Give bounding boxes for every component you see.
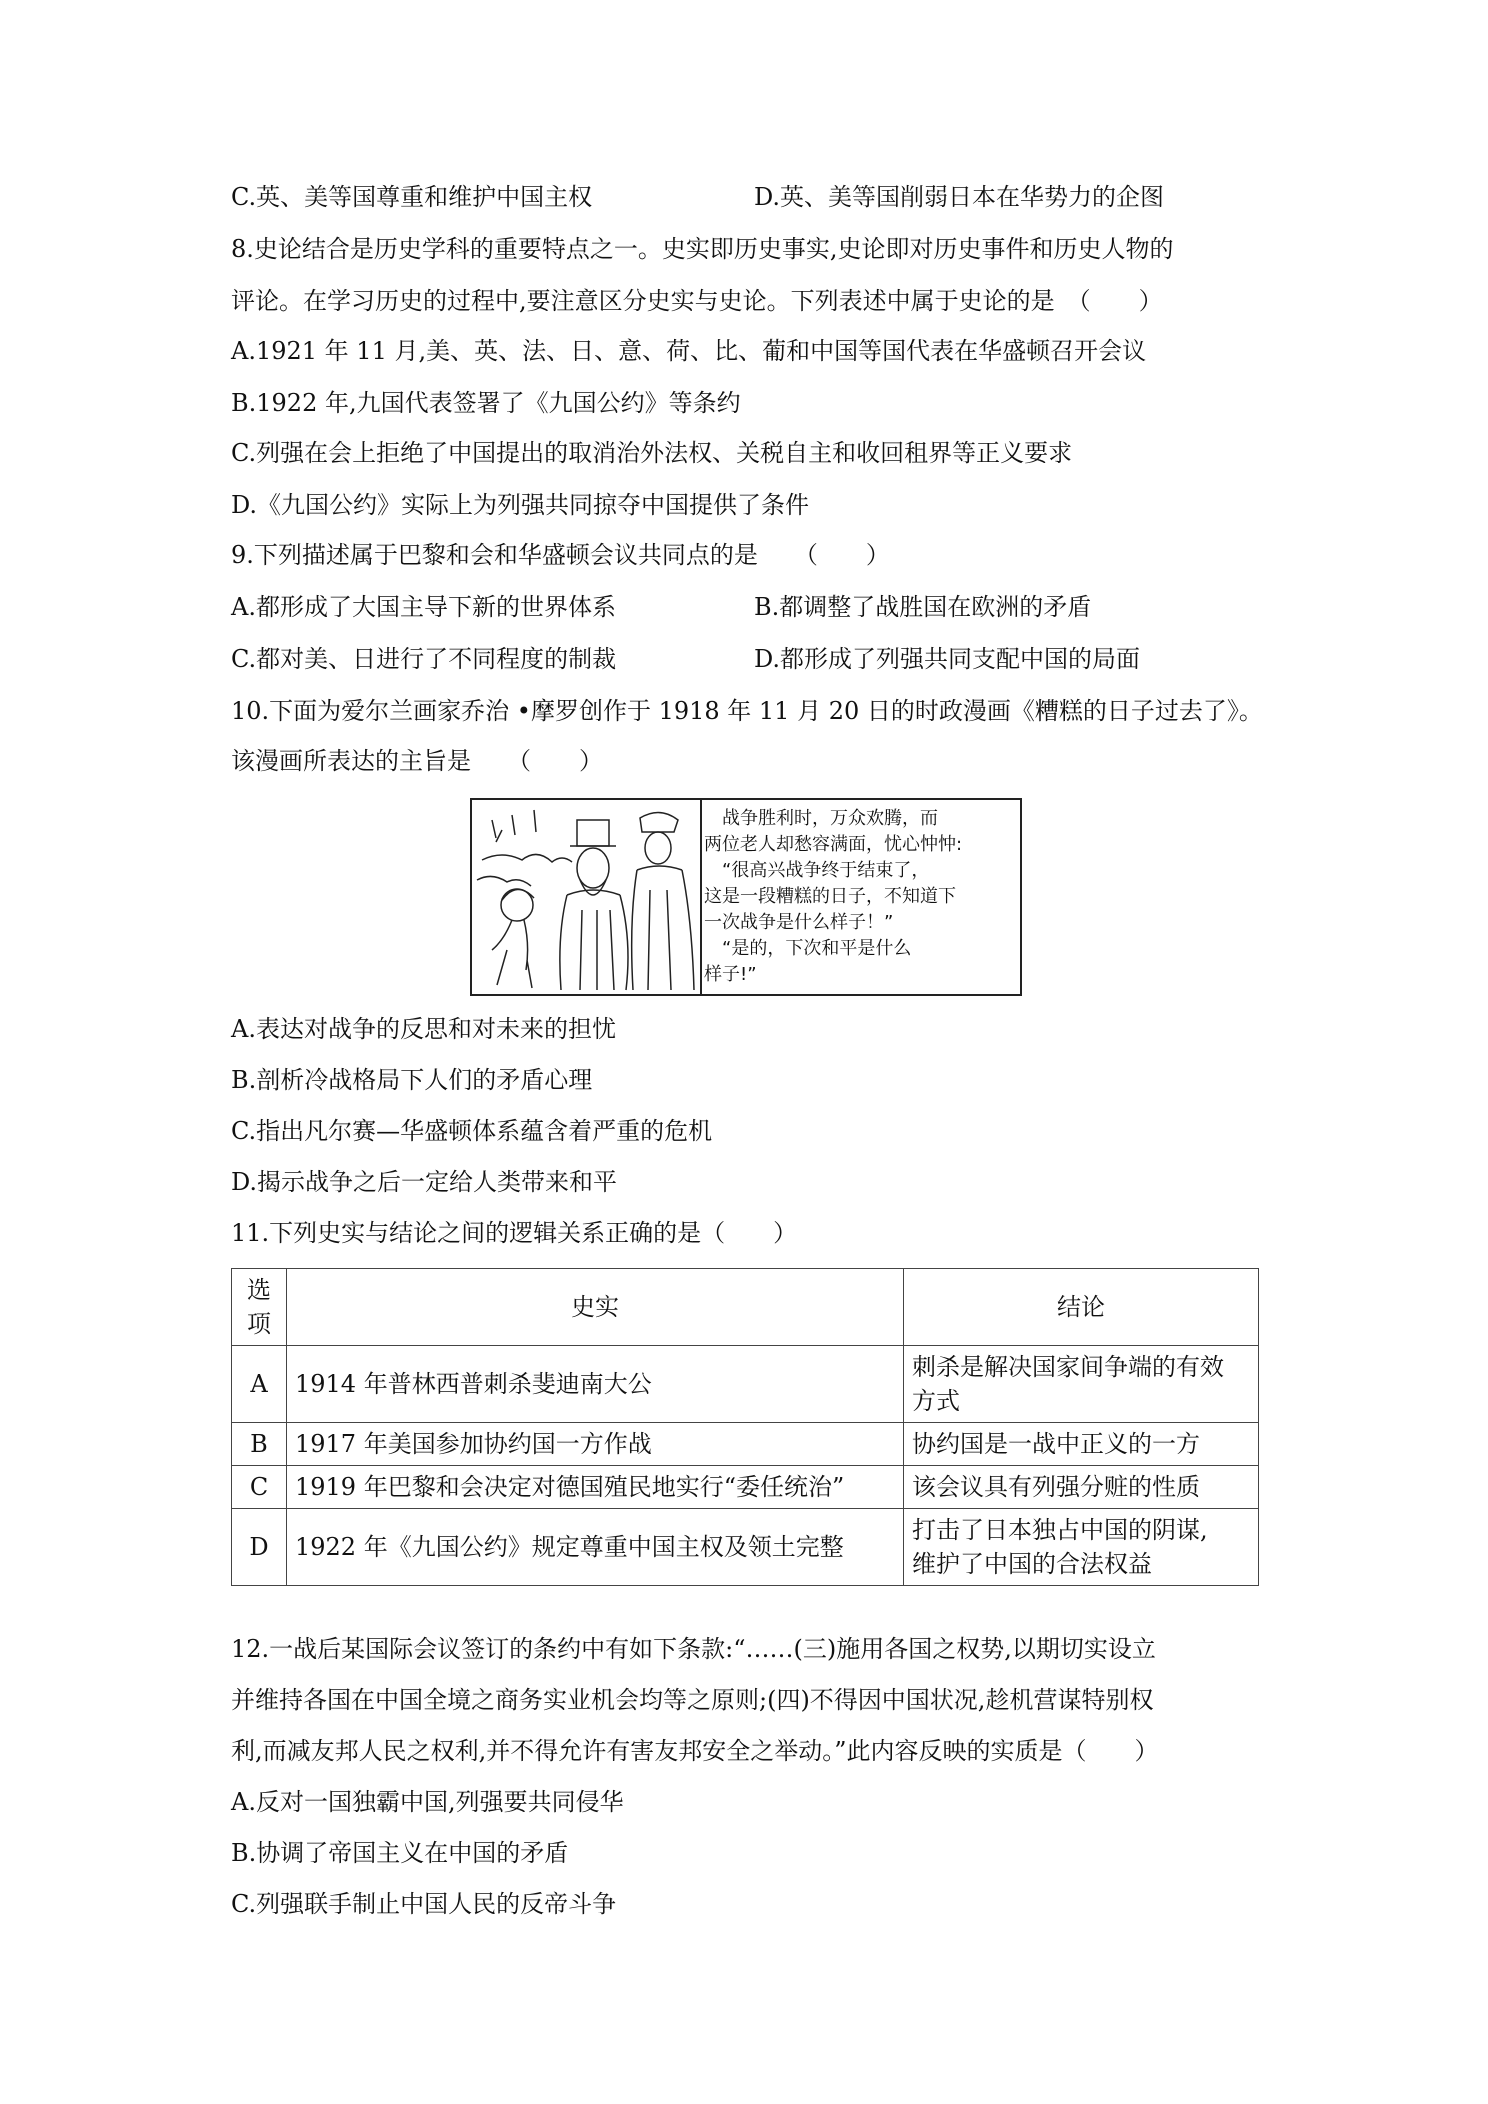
q9-option-a: A.都形成了大国主导下新的世界体系 xyxy=(231,593,616,621)
q9-options-ab xyxy=(231,590,1259,624)
conclusion-line: 方式 xyxy=(912,1387,960,1415)
table-cell-fact: 1917 年美国参加协约国一方作战 xyxy=(287,1423,904,1466)
q10-option-c: C.指出凡尔赛—华盛顿体系蕴含着严重的危机 xyxy=(231,1117,713,1145)
conclusion-line: 该会议具有列强分赃的性质 xyxy=(912,1473,1200,1501)
conclusion-line: 维护了中国的合法权益 xyxy=(912,1550,1152,1578)
q12-option-b: B.协调了帝国主义在中国的矛盾 xyxy=(231,1839,569,1867)
table-cell-option: B xyxy=(232,1423,287,1466)
table-cell-option: C xyxy=(232,1466,287,1509)
table-cell-conclusion xyxy=(904,1466,1259,1509)
q12-option-a: A.反对一国独霸中国,列强要共同侵华 xyxy=(231,1788,624,1816)
cartoon-illustration xyxy=(472,800,702,994)
q9-stem: 9.下列描述属于巴黎和会和华盛顿会议共同点的是 （ ） xyxy=(231,541,890,569)
q7-option-c: C.英、美等国尊重和维护中国主权 xyxy=(231,183,593,211)
table-row xyxy=(232,1423,1259,1466)
q9-options-cd xyxy=(231,642,1259,676)
table-header-row xyxy=(232,1269,1259,1346)
q8-option-c: C.列强在会上拒绝了中国提出的取消治外法权、关税自主和收回租界等正义要求 xyxy=(231,439,1073,467)
q12-stem-line2: 并维持各国在中国全境之商务实业机会均等之原则;(四)不得因中国状况,趁机营谋特别权 xyxy=(231,1686,1154,1714)
table-cell-conclusion xyxy=(904,1423,1259,1466)
table-cell-option: A xyxy=(232,1346,287,1423)
q7-options-cd xyxy=(231,180,1259,214)
table-cell-fact: 1922 年《九国公约》规定尊重中国主权及领土完整 xyxy=(287,1509,904,1586)
q7-option-d: D.英、美等国削弱日本在华势力的企图 xyxy=(754,183,1165,211)
cartoon-drawing xyxy=(472,800,700,994)
table-header-option: 选项 xyxy=(232,1269,287,1346)
table-cell-option: D xyxy=(232,1509,287,1586)
cartoon-caption-line: “是的，下次和平是什么 xyxy=(704,938,912,959)
q10-stem-line2: 该漫画所表达的主旨是 （ ） xyxy=(231,747,603,775)
table-row xyxy=(232,1466,1259,1509)
q10-option-d: D.揭示战争之后一定给人类带来和平 xyxy=(231,1168,618,1196)
q9-option-b: B.都调整了战胜国在欧洲的矛盾 xyxy=(754,593,1092,621)
q8-option-d: D.《九国公约》实际上为列强共同掠夺中国提供了条件 xyxy=(231,491,810,519)
q9-option-c: C.都对美、日进行了不同程度的制裁 xyxy=(231,645,617,673)
conclusion-line: 刺杀是解决国家间争端的有效 xyxy=(912,1353,1224,1381)
cartoon-caption xyxy=(704,806,1016,988)
cartoon-caption-line: 战争胜利时，万众欢腾，而 xyxy=(704,808,938,829)
table-cell-fact: 1919 年巴黎和会决定对德国殖民地实行“委任统治” xyxy=(287,1466,904,1509)
conclusion-line: 打击了日本独占中国的阴谋, xyxy=(912,1516,1208,1544)
table-cell-conclusion xyxy=(904,1509,1259,1586)
q10-option-b: B.剖析冷战格局下人们的矛盾心理 xyxy=(231,1066,593,1094)
q9-option-d: D.都形成了列强共同支配中国的局面 xyxy=(754,645,1141,673)
q12-option-c: C.列强联手制止中国人民的反帝斗争 xyxy=(231,1890,617,1918)
table-header-fact: 史实 xyxy=(287,1269,904,1346)
q8-option-b: B.1922 年,九国代表签署了《九国公约》等条约 xyxy=(231,389,741,417)
q11-table xyxy=(231,1268,1259,1586)
table-cell-fact: 1914 年普林西普刺杀斐迪南大公 xyxy=(287,1346,904,1423)
cartoon-caption-line: 两位老人却愁容满面，忧心忡忡: xyxy=(704,834,963,855)
q8-option-a: A.1921 年 11 月,美、英、法、日、意、荷、比、葡和中国等国代表在华盛顿召开会议 xyxy=(231,337,1147,365)
conclusion-line: 协约国是一战中正义的一方 xyxy=(912,1430,1200,1458)
q10-option-a: A.表达对战争的反思和对未来的担忧 xyxy=(231,1015,616,1043)
q10-stem-line1: 10.下面为爱尔兰画家乔治 •摩罗创作于 1918 年 11 月 20 日的时政漫画《糟糕的日子过去了》。 xyxy=(231,697,1263,725)
q8-stem-line1: 8.史论结合是历史学科的重要特点之一。史实即历史事实,史论即对历史事件和历史人物的 xyxy=(231,235,1174,263)
table-row xyxy=(232,1509,1259,1586)
cartoon-caption-line: 一次战争是什么样子！” xyxy=(704,912,894,933)
q11-stem: 11.下列史实与结论之间的逻辑关系正确的是（ ） xyxy=(231,1219,798,1247)
q12-stem-line1: 12.一战后某国际会议签订的条约中有如下条款:“……(三)施用各国之权势,以期切实设立 xyxy=(231,1635,1156,1663)
cartoon-caption-line: 样子!” xyxy=(704,964,757,985)
table-row xyxy=(232,1346,1259,1423)
q12-stem-line3: 利,而减友邦人民之权利,并不得允许有害友邦安全之举动。”此内容反映的实质是（ ） xyxy=(231,1737,1159,1765)
q8-stem-line2: 评论。在学习历史的过程中,要注意区分史实与史论。下列表述中属于史论的是 （ ） xyxy=(231,287,1163,315)
table-header-conclusion: 结论 xyxy=(904,1269,1259,1346)
cartoon-caption-line: 这是一段糟糕的日子，不知道下 xyxy=(704,886,956,907)
table-cell-conclusion xyxy=(904,1346,1259,1423)
cartoon-caption-line: “很高兴战争终于结束了， xyxy=(704,860,930,881)
cartoon-figure xyxy=(470,798,1022,996)
